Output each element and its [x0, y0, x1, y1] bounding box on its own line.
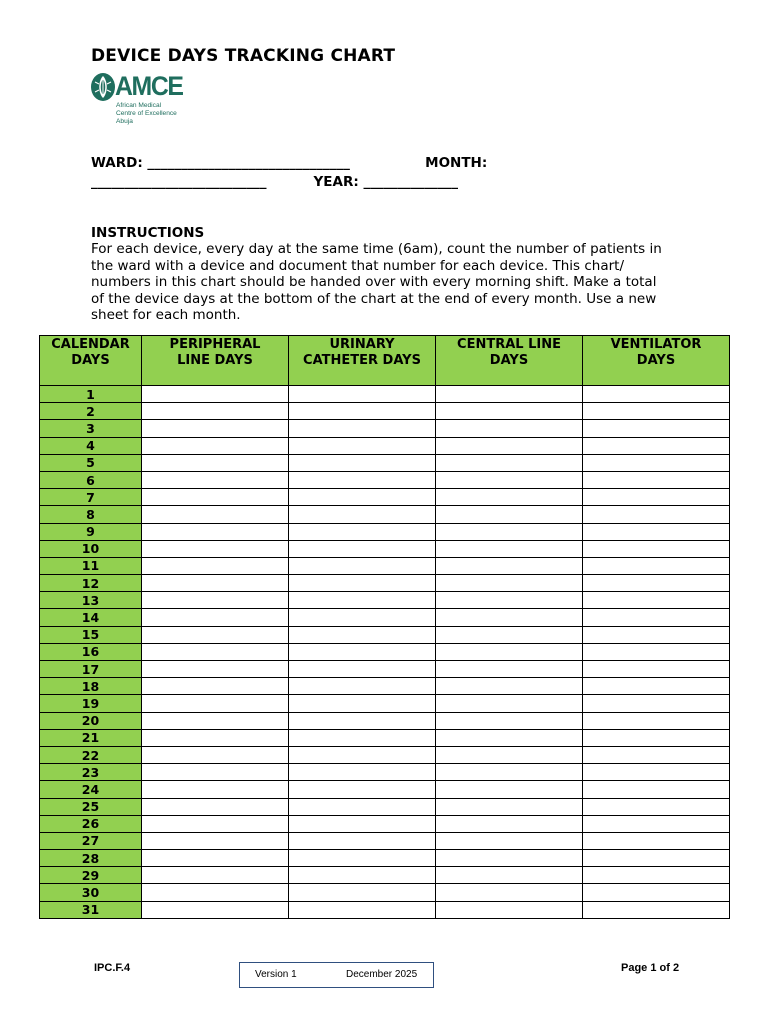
- ventilator-cell[interactable]: [583, 420, 730, 437]
- header-line: DAYS: [489, 353, 529, 368]
- ventilator-cell[interactable]: [583, 643, 730, 660]
- table-row: [40, 454, 730, 471]
- peripheral-line-cell[interactable]: [142, 471, 289, 488]
- urinary-catheter-cell[interactable]: [289, 609, 436, 626]
- calendar-day-cell: 23: [40, 764, 142, 781]
- central-line-cell[interactable]: [436, 403, 583, 420]
- ventilator-cell[interactable]: [583, 764, 730, 781]
- urinary-catheter-cell[interactable]: [289, 471, 436, 488]
- header-line: CENTRAL LINE: [457, 337, 561, 352]
- peripheral-line-cell[interactable]: [142, 678, 289, 695]
- table-row: [40, 489, 730, 506]
- calendar-day-cell: 31: [40, 901, 142, 918]
- calendar-day-cell: 3: [40, 420, 142, 437]
- peripheral-line-cell[interactable]: [142, 489, 289, 506]
- calendar-day-cell: 4: [40, 437, 142, 454]
- table-row: [40, 592, 730, 609]
- peripheral-line-cell[interactable]: [142, 729, 289, 746]
- amce-logo: [90, 71, 190, 131]
- table-row: [40, 575, 730, 592]
- peripheral-line-cell[interactable]: [142, 884, 289, 901]
- table-row: [40, 901, 730, 918]
- ventilator-cell[interactable]: [583, 815, 730, 832]
- calendar-day-cell: 13: [40, 592, 142, 609]
- ventilator-cell[interactable]: [583, 901, 730, 918]
- ventilator-cell[interactable]: [583, 884, 730, 901]
- table-row: [40, 798, 730, 815]
- urinary-catheter-cell[interactable]: [289, 764, 436, 781]
- logo-subtitle-line: African Medical: [116, 102, 162, 109]
- peripheral-line-cell[interactable]: [142, 867, 289, 884]
- ventilator-cell[interactable]: [583, 626, 730, 643]
- central-line-cell[interactable]: [436, 746, 583, 763]
- table-header-row: [40, 336, 730, 386]
- ventilator-cell[interactable]: [583, 489, 730, 506]
- calendar-day-cell: 22: [40, 746, 142, 763]
- table-row: [40, 557, 730, 574]
- central-line-cell[interactable]: [436, 454, 583, 471]
- header-line: CATHETER DAYS: [303, 353, 421, 368]
- calendar-day-cell: 30: [40, 884, 142, 901]
- version-date: December 2025: [346, 969, 418, 980]
- central-line-cell[interactable]: [436, 471, 583, 488]
- peripheral-line-cell[interactable]: [142, 643, 289, 660]
- header-line: DAYS: [71, 353, 110, 368]
- urinary-catheter-cell[interactable]: [289, 678, 436, 695]
- ventilator-cell[interactable]: [583, 781, 730, 798]
- calendar-day-cell: 26: [40, 815, 142, 832]
- urinary-catheter-cell[interactable]: [289, 403, 436, 420]
- header-ventilator-days: [583, 336, 730, 386]
- table-row: [40, 678, 730, 695]
- peripheral-line-cell[interactable]: [142, 523, 289, 540]
- urinary-catheter-cell[interactable]: [289, 523, 436, 540]
- calendar-day-cell: 24: [40, 781, 142, 798]
- central-line-cell[interactable]: [436, 867, 583, 884]
- ventilator-cell[interactable]: [583, 867, 730, 884]
- table-row: [40, 643, 730, 660]
- central-line-cell[interactable]: [436, 506, 583, 523]
- calendar-day-cell: 8: [40, 506, 142, 523]
- ventilator-cell[interactable]: [583, 386, 730, 403]
- calendar-day-cell: 18: [40, 678, 142, 695]
- central-line-cell[interactable]: [436, 781, 583, 798]
- table-row: [40, 695, 730, 712]
- table-row: [40, 884, 730, 901]
- table-row: [40, 815, 730, 832]
- ventilator-cell[interactable]: [583, 403, 730, 420]
- peripheral-line-cell[interactable]: [142, 540, 289, 557]
- form-code: IPC.F.4: [94, 962, 131, 974]
- header-line: URINARY: [329, 337, 395, 352]
- calendar-day-cell: 20: [40, 712, 142, 729]
- instructions-text: [91, 241, 691, 324]
- table-row: [40, 781, 730, 798]
- peripheral-line-cell[interactable]: [142, 850, 289, 867]
- peripheral-line-cell[interactable]: [142, 575, 289, 592]
- peripheral-line-cell[interactable]: [142, 420, 289, 437]
- header-line: VENTILATOR: [610, 337, 702, 352]
- central-line-cell[interactable]: [436, 386, 583, 403]
- peripheral-line-cell[interactable]: [142, 661, 289, 678]
- peripheral-line-cell[interactable]: [142, 712, 289, 729]
- table-row: [40, 420, 730, 437]
- central-line-cell[interactable]: [436, 643, 583, 660]
- table-row: [40, 850, 730, 867]
- header-peripheral-line-days: [142, 336, 289, 386]
- ventilator-cell[interactable]: [583, 454, 730, 471]
- table-row: [40, 626, 730, 643]
- urinary-catheter-cell[interactable]: [289, 575, 436, 592]
- central-line-cell[interactable]: [436, 626, 583, 643]
- header-urinary-catheter-days: [289, 336, 436, 386]
- peripheral-line-cell[interactable]: [142, 746, 289, 763]
- central-line-cell[interactable]: [436, 798, 583, 815]
- instructions-line: numbers in this chart should be handed over with every morning shift. Make a total: [91, 274, 657, 290]
- calendar-day-cell: 9: [40, 523, 142, 540]
- ventilator-cell[interactable]: [583, 523, 730, 540]
- urinary-catheter-cell[interactable]: [289, 781, 436, 798]
- ventilator-cell[interactable]: [583, 850, 730, 867]
- table-row: [40, 540, 730, 557]
- ventilator-cell[interactable]: [583, 437, 730, 454]
- central-line-cell[interactable]: [436, 901, 583, 918]
- calendar-day-cell: 16: [40, 643, 142, 660]
- header-line: DAYS: [636, 353, 676, 368]
- ventilator-cell[interactable]: [583, 678, 730, 695]
- peripheral-line-cell[interactable]: [142, 506, 289, 523]
- urinary-catheter-cell[interactable]: [289, 850, 436, 867]
- central-line-cell[interactable]: [436, 575, 583, 592]
- header-central-line-days: [436, 336, 583, 386]
- calendar-day-cell: 2: [40, 403, 142, 420]
- peripheral-line-cell[interactable]: [142, 403, 289, 420]
- header-line: PERIPHERAL: [169, 337, 261, 352]
- urinary-catheter-cell[interactable]: [289, 815, 436, 832]
- table-row: [40, 609, 730, 626]
- urinary-catheter-cell[interactable]: [289, 386, 436, 403]
- calendar-day-cell: 1: [40, 386, 142, 403]
- logo-subtitle-line: Centre of Excellence: [116, 110, 177, 117]
- peripheral-line-cell[interactable]: [142, 437, 289, 454]
- urinary-catheter-cell[interactable]: [289, 798, 436, 815]
- calendar-day-cell: 29: [40, 867, 142, 884]
- page-number: Page 1 of 2: [621, 962, 680, 974]
- amce-leaf-emblem-icon: [90, 72, 116, 102]
- central-line-cell[interactable]: [436, 609, 583, 626]
- calendar-day-cell: 6: [40, 471, 142, 488]
- year-field[interactable]: __________________________ YEAR: ______________: [91, 174, 458, 190]
- ventilator-cell[interactable]: [583, 661, 730, 678]
- ventilator-cell[interactable]: [583, 592, 730, 609]
- peripheral-line-cell[interactable]: [142, 454, 289, 471]
- calendar-day-cell: 5: [40, 454, 142, 471]
- calendar-day-cell: 14: [40, 609, 142, 626]
- version-box: [239, 962, 434, 988]
- calendar-day-cell: 19: [40, 695, 142, 712]
- ward-month-field[interactable]: WARD: ______________________________ MONTH:: [91, 155, 488, 171]
- urinary-catheter-cell[interactable]: [289, 729, 436, 746]
- calendar-day-cell: 10: [40, 540, 142, 557]
- central-line-cell[interactable]: [436, 884, 583, 901]
- central-line-cell[interactable]: [436, 592, 583, 609]
- peripheral-line-cell[interactable]: [142, 764, 289, 781]
- central-line-cell[interactable]: [436, 437, 583, 454]
- urinary-catheter-cell[interactable]: [289, 832, 436, 849]
- logo-subtitle-line: Abuja: [116, 118, 133, 125]
- calendar-day-cell: 17: [40, 661, 142, 678]
- table-row: [40, 832, 730, 849]
- peripheral-line-cell[interactable]: [142, 815, 289, 832]
- central-line-cell[interactable]: [436, 729, 583, 746]
- instructions-line: of the device days at the bottom of the chart at the end of every month. Use a new: [91, 290, 657, 307]
- peripheral-line-cell[interactable]: [142, 798, 289, 815]
- ventilator-cell[interactable]: [583, 506, 730, 523]
- table-row: [40, 506, 730, 523]
- calendar-day-cell: 11: [40, 557, 142, 574]
- version-label: Version 1: [255, 969, 297, 980]
- urinary-catheter-cell[interactable]: [289, 884, 436, 901]
- calendar-day-cell: 21: [40, 729, 142, 746]
- urinary-catheter-cell[interactable]: [289, 695, 436, 712]
- peripheral-line-cell[interactable]: [142, 592, 289, 609]
- urinary-catheter-cell[interactable]: [289, 557, 436, 574]
- central-line-cell[interactable]: [436, 832, 583, 849]
- urinary-catheter-cell[interactable]: [289, 746, 436, 763]
- instructions-line: For each device, every day at the same time (6am), count the number of patients in: [91, 241, 662, 257]
- central-line-cell[interactable]: [436, 712, 583, 729]
- peripheral-line-cell[interactable]: [142, 557, 289, 574]
- peripheral-line-cell[interactable]: [142, 609, 289, 626]
- urinary-catheter-cell[interactable]: [289, 867, 436, 884]
- ventilator-cell[interactable]: [583, 575, 730, 592]
- peripheral-line-cell[interactable]: [142, 781, 289, 798]
- calendar-day-cell: 15: [40, 626, 142, 643]
- instructions-line: sheet for each month.: [91, 307, 241, 323]
- table-row: [40, 661, 730, 678]
- urinary-catheter-cell[interactable]: [289, 420, 436, 437]
- table-row: [40, 729, 730, 746]
- urinary-catheter-cell[interactable]: [289, 437, 436, 454]
- table-row: [40, 437, 730, 454]
- table-row: [40, 746, 730, 763]
- central-line-cell[interactable]: [436, 764, 583, 781]
- urinary-catheter-cell[interactable]: [289, 454, 436, 471]
- ventilator-cell[interactable]: [583, 746, 730, 763]
- ventilator-cell[interactable]: [583, 471, 730, 488]
- peripheral-line-cell[interactable]: [142, 386, 289, 403]
- central-line-cell[interactable]: [436, 661, 583, 678]
- ventilator-cell[interactable]: [583, 557, 730, 574]
- table-row: [40, 403, 730, 420]
- peripheral-line-cell[interactable]: [142, 626, 289, 643]
- central-line-cell[interactable]: [436, 523, 583, 540]
- central-line-cell[interactable]: [436, 695, 583, 712]
- header-calendar-days: [40, 336, 142, 386]
- table-row: [40, 523, 730, 540]
- table-row: [40, 867, 730, 884]
- ventilator-cell[interactable]: [583, 832, 730, 849]
- table-row: [40, 471, 730, 488]
- ventilator-cell[interactable]: [583, 712, 730, 729]
- peripheral-line-cell[interactable]: [142, 695, 289, 712]
- urinary-catheter-cell[interactable]: [289, 643, 436, 660]
- central-line-cell[interactable]: [436, 489, 583, 506]
- ventilator-cell[interactable]: [583, 540, 730, 557]
- table-row: [40, 386, 730, 403]
- urinary-catheter-cell[interactable]: [289, 661, 436, 678]
- central-line-cell[interactable]: [436, 420, 583, 437]
- header-line: CALENDAR: [51, 337, 130, 352]
- urinary-catheter-cell[interactable]: [289, 712, 436, 729]
- table-row: [40, 764, 730, 781]
- urinary-catheter-cell[interactable]: [289, 901, 436, 918]
- calendar-day-cell: 7: [40, 489, 142, 506]
- ventilator-cell[interactable]: [583, 798, 730, 815]
- central-line-cell[interactable]: [436, 678, 583, 695]
- device-days-table: [39, 335, 730, 919]
- central-line-cell[interactable]: [436, 815, 583, 832]
- instructions-line: the ward with a device and document that number for each device. This chart/: [91, 257, 624, 274]
- ventilator-cell[interactable]: [583, 695, 730, 712]
- peripheral-line-cell[interactable]: [142, 901, 289, 918]
- urinary-catheter-cell[interactable]: [289, 540, 436, 557]
- calendar-day-cell: 12: [40, 575, 142, 592]
- header-line: LINE DAYS: [177, 353, 253, 368]
- logo-subtitle: [116, 102, 177, 126]
- calendar-day-cell: 28: [40, 850, 142, 867]
- central-line-cell[interactable]: [436, 557, 583, 574]
- central-line-cell[interactable]: [436, 540, 583, 557]
- ventilator-cell[interactable]: [583, 729, 730, 746]
- calendar-day-cell: 25: [40, 798, 142, 815]
- instructions-heading: INSTRUCTIONS: [91, 225, 205, 241]
- logo-name: AMCE: [115, 71, 183, 101]
- central-line-cell[interactable]: [436, 850, 583, 867]
- peripheral-line-cell[interactable]: [142, 832, 289, 849]
- urinary-catheter-cell[interactable]: [289, 592, 436, 609]
- urinary-catheter-cell[interactable]: [289, 489, 436, 506]
- urinary-catheter-cell[interactable]: [289, 506, 436, 523]
- calendar-day-cell: 27: [40, 832, 142, 849]
- ventilator-cell[interactable]: [583, 609, 730, 626]
- table-row: [40, 712, 730, 729]
- document-title: DEVICE DAYS TRACKING CHART: [91, 46, 396, 66]
- urinary-catheter-cell[interactable]: [289, 626, 436, 643]
